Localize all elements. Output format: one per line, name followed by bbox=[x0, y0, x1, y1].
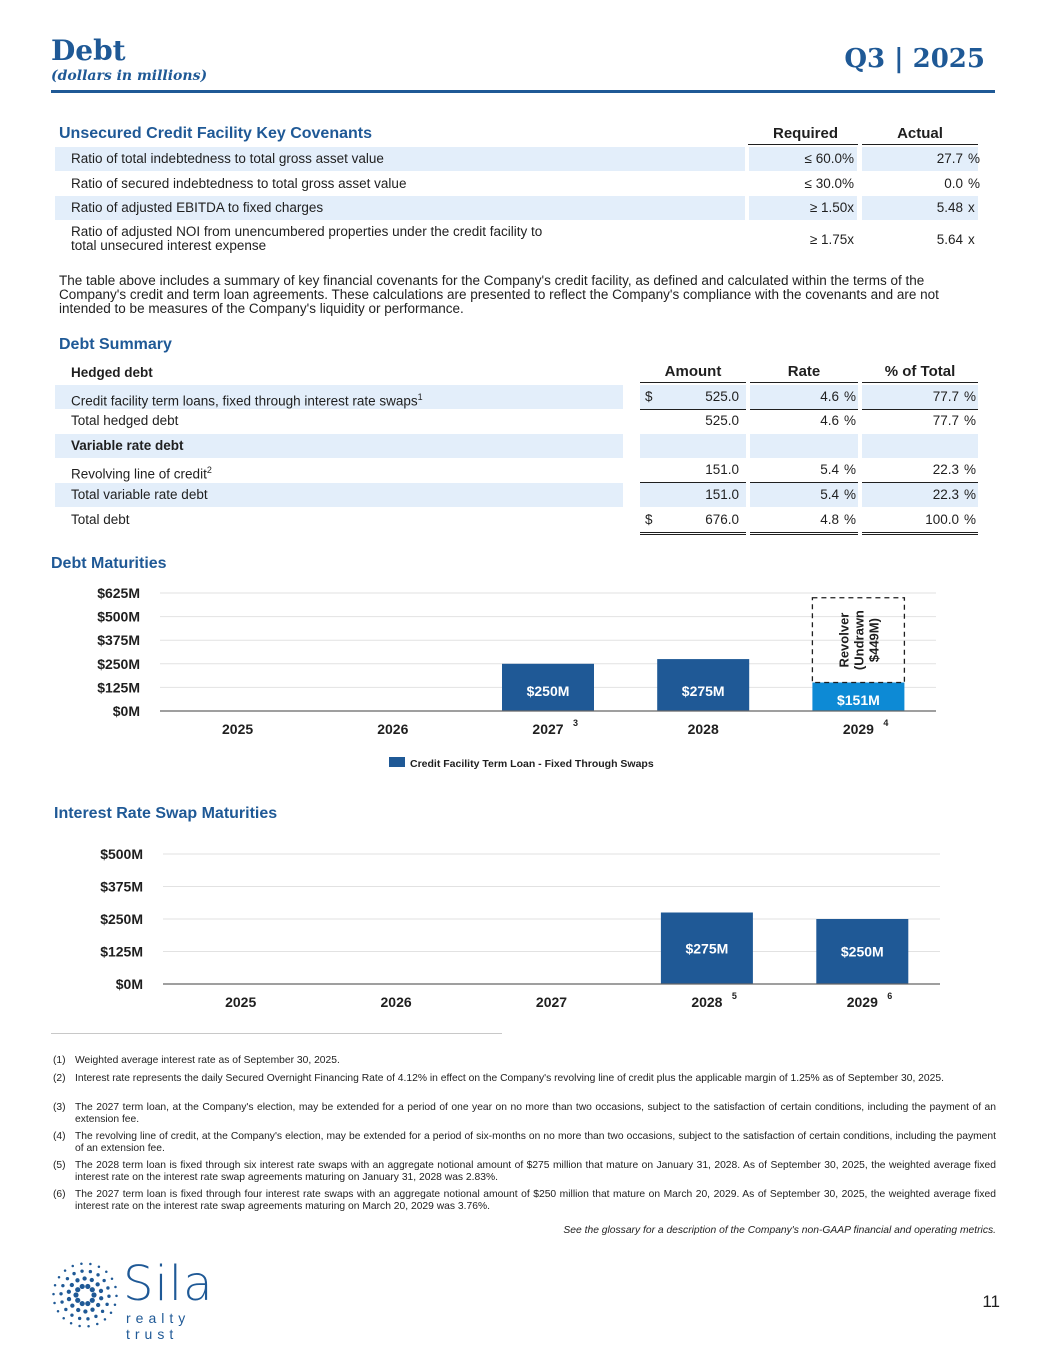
covenant-row bbox=[0, 147, 1055, 171]
debt-label bbox=[71, 434, 184, 458]
logo-dot bbox=[53, 1302, 56, 1305]
x-tick-superscript: 3 bbox=[573, 718, 579, 728]
debt-rate-cell bbox=[750, 409, 858, 433]
debt-pct: 77.7 bbox=[932, 389, 959, 404]
logo-dot bbox=[70, 1322, 73, 1325]
bar-label: $250M bbox=[840, 943, 884, 960]
logo-dot bbox=[80, 1301, 85, 1306]
covenant-actual: 27.7 bbox=[936, 151, 963, 166]
debt-label bbox=[71, 508, 130, 532]
undrawn-label bbox=[836, 610, 881, 670]
logo-dot bbox=[99, 1289, 103, 1293]
debt-label-text: Revolving line of credit bbox=[71, 466, 207, 482]
logo-dot bbox=[89, 1270, 92, 1273]
covenant-actual: 5.48 bbox=[936, 200, 963, 215]
logo-dot bbox=[105, 1271, 108, 1274]
covenant-required: ≤ 60.0% bbox=[804, 151, 854, 166]
x-tick-superscript: 4 bbox=[883, 718, 889, 728]
currency-sign: $ bbox=[645, 512, 653, 527]
debt-amount: 676.0 bbox=[705, 512, 739, 527]
logo-dot bbox=[111, 1277, 114, 1280]
logo-dot bbox=[86, 1317, 89, 1320]
debt-row bbox=[0, 483, 1055, 507]
debt-amount-cell bbox=[640, 458, 746, 483]
logo-dot bbox=[66, 1277, 69, 1280]
logo-dot bbox=[90, 1278, 94, 1282]
pct-sign: % bbox=[843, 413, 856, 428]
logo-dot bbox=[87, 1325, 90, 1328]
debt-pct: 100.0 bbox=[925, 512, 959, 527]
x-tick-superscript: 6 bbox=[887, 991, 893, 1001]
debt-row bbox=[0, 361, 1055, 385]
y-tick-label: $500M bbox=[100, 846, 143, 862]
x-tick-label: 2027 bbox=[532, 721, 564, 737]
debt-amount-cell bbox=[640, 483, 746, 507]
x-tick-superscript: 5 bbox=[731, 991, 737, 1001]
undrawn-label-line: $449M) bbox=[866, 618, 882, 663]
logo-dot bbox=[57, 1310, 60, 1313]
logo-dot bbox=[80, 1284, 85, 1289]
logo-dot bbox=[70, 1283, 74, 1287]
debt-amount-cell bbox=[640, 508, 746, 535]
logo-dot bbox=[104, 1318, 107, 1321]
x-tick-label: 2025 bbox=[222, 721, 254, 737]
header-rule bbox=[51, 90, 995, 93]
footnote-ref: 1 bbox=[417, 392, 423, 402]
debt-pct: 22.3 bbox=[932, 462, 959, 477]
logo-dot bbox=[72, 1272, 75, 1275]
logo-dot bbox=[52, 1293, 55, 1296]
debt-rate: 5.4 bbox=[820, 462, 839, 477]
footnote-ref: 2 bbox=[206, 465, 212, 475]
x-tick-label: 2025 bbox=[225, 994, 257, 1010]
col-rate: Rate bbox=[750, 363, 858, 383]
logo-dot bbox=[85, 1301, 90, 1306]
currency-sign: $ bbox=[645, 389, 653, 404]
logo-dot bbox=[90, 1308, 94, 1312]
debt-row bbox=[0, 409, 1055, 433]
debt-pct-cell bbox=[862, 508, 978, 535]
y-tick-label: $500M bbox=[97, 608, 140, 625]
debt-label bbox=[71, 409, 178, 433]
covenant-actual: 5.64 bbox=[936, 232, 963, 247]
col-required: Required bbox=[748, 125, 858, 145]
footnote-number: (3) bbox=[53, 1102, 66, 1113]
pct-sign: % bbox=[963, 389, 976, 404]
bar-label: $275M bbox=[681, 683, 725, 699]
covenant-label: Ratio of adjusted EBITDA to fixed charges bbox=[71, 200, 324, 215]
page-number: 11 bbox=[982, 1292, 1000, 1311]
debt-row bbox=[0, 385, 1055, 409]
bar-label: $275M bbox=[685, 940, 729, 957]
debt-rate: 4.6 bbox=[820, 389, 839, 404]
logo-dot bbox=[90, 1298, 95, 1303]
covenant-required: ≤ 30.0% bbox=[804, 176, 854, 191]
logo-dot bbox=[61, 1284, 64, 1287]
debt-pct-cell bbox=[862, 458, 978, 483]
debt-amount-cell bbox=[640, 409, 746, 433]
logo-dot bbox=[89, 1263, 92, 1266]
logo-dot bbox=[76, 1308, 80, 1312]
footnote-text: The 2027 term loan is fixed through four interest rate swaps with an aggregate notional amount of $250 million that mature on March 20, 2029. As of September 30, 2025, the weighted average fixed interest rate on the interest rate swap agreements maturing on March 20, 2029 was 3.76%. bbox=[75, 1189, 996, 1212]
y-tick-label: $0M bbox=[112, 703, 140, 719]
x-tick-label: 2026 bbox=[380, 994, 412, 1010]
footnote-number: (4) bbox=[53, 1131, 66, 1142]
logo-dot bbox=[67, 1290, 71, 1294]
undrawn-label-line: (Undrawn bbox=[851, 610, 867, 671]
covenants-note: The table above includes a summary of key financial covenants for the Company's credit facility, as defined and calculated within the terms of the Company's credit and term loan agreements. These calculations are presented to reflect the Company's compliance with the covenants and are not intended to be measures of the Company's liquidity or performance. bbox=[59, 273, 939, 316]
footnote-text: Weighted average interest rate as of September 30, 2025. bbox=[75, 1055, 340, 1066]
footnote-number: (5) bbox=[53, 1160, 66, 1171]
covenant-row bbox=[0, 172, 1055, 196]
logo-dot bbox=[67, 1297, 71, 1301]
sunburst-logo-icon bbox=[50, 1262, 120, 1332]
covenant-required: ≥ 1.75x bbox=[809, 232, 854, 247]
logo-dot bbox=[62, 1317, 64, 1320]
row-shade-rate bbox=[750, 434, 858, 458]
logo-dot bbox=[64, 1308, 67, 1311]
page-title: Debt bbox=[51, 34, 126, 67]
logo-dot bbox=[58, 1276, 61, 1279]
covenant-unit: x bbox=[968, 200, 975, 215]
footnote-text: The revolving line of credit, at the Company's election, may be extended for a period of six-months on no more than two occasions, subject to the satisfaction of certain conditions, including the payment of an extension fee. bbox=[75, 1131, 996, 1154]
covenant-unit: x bbox=[968, 232, 975, 247]
pct-sign: % bbox=[843, 462, 856, 477]
debt-summary-title: Debt Summary bbox=[59, 336, 172, 353]
logo-dot bbox=[114, 1286, 117, 1289]
y-tick-label: $250M bbox=[100, 911, 143, 927]
logo-dot bbox=[70, 1303, 74, 1307]
debt-rate: 4.6 bbox=[820, 413, 839, 428]
page-subtitle: (dollars in millions) bbox=[51, 68, 208, 84]
y-tick-label: $375M bbox=[97, 632, 140, 649]
y-tick-label: $125M bbox=[100, 943, 143, 960]
debt-rate: 5.4 bbox=[820, 487, 839, 502]
pct-sign: % bbox=[843, 512, 856, 527]
debt-label-text: Hedged debt bbox=[71, 365, 153, 380]
covenant-required: ≥ 1.50x bbox=[809, 200, 854, 215]
footnote-text: The 2027 term loan, at the Company's election, may be extended for a period of one year on no more than two occasions, subject to the satisfaction of certain conditions, including the payment of an extension fee. bbox=[75, 1102, 996, 1125]
logo-dot bbox=[85, 1284, 90, 1289]
x-tick-label: 2026 bbox=[377, 721, 409, 737]
row-shade-amount bbox=[640, 434, 746, 458]
debt-label-text: Total variable rate debt bbox=[71, 487, 208, 502]
logo-dot bbox=[110, 1312, 113, 1315]
covenant-row bbox=[0, 222, 1055, 258]
logo-dot bbox=[75, 1278, 79, 1282]
logo-dot bbox=[90, 1287, 95, 1292]
debt-amount: 525.0 bbox=[705, 389, 739, 404]
debt-maturities-chart bbox=[0, 580, 1055, 780]
pct-sign: % bbox=[963, 413, 976, 428]
logo-dot bbox=[91, 1292, 96, 1297]
logo-dot bbox=[105, 1303, 108, 1306]
logo-dot bbox=[54, 1284, 57, 1287]
footnote-text: The 2028 term loan is fixed through six interest rate swaps with an aggregate notional amount of $275 million that mature on January 31, 2028. As of September 30, 2025, the weighted average fixed interest rate on the interest rate swap agreements maturing on January 31, 2028 was 2.83%. bbox=[75, 1160, 996, 1183]
debt-label-text: Credit facility term loans, fixed through interest rate swaps bbox=[71, 393, 418, 409]
debt-pct: 77.7 bbox=[932, 413, 959, 428]
y-tick-label: $625M bbox=[97, 585, 140, 601]
row-shade-pct bbox=[862, 434, 978, 458]
footnote-divider bbox=[51, 1033, 502, 1034]
footnote-number: (1) bbox=[53, 1055, 66, 1066]
logo-dot bbox=[75, 1287, 80, 1292]
footnote-number: (2) bbox=[53, 1073, 66, 1084]
y-tick-label: $125M bbox=[97, 679, 140, 696]
logo-dot bbox=[64, 1269, 67, 1272]
debt-rate-cell bbox=[750, 458, 858, 483]
logo-dot bbox=[114, 1303, 117, 1306]
debt-rate-cell bbox=[750, 508, 858, 535]
x-tick-label: 2029 bbox=[846, 994, 878, 1010]
covenant-label: Ratio of adjusted NOI from unencumbered properties under the credit facility to bbox=[71, 224, 543, 239]
logo-dot bbox=[80, 1262, 83, 1265]
logo-dot bbox=[107, 1295, 110, 1298]
debt-pct-cell bbox=[862, 385, 978, 410]
debt-pct: 22.3 bbox=[932, 487, 959, 502]
x-tick-label: 2027 bbox=[535, 994, 568, 1010]
covenant-unit: % bbox=[968, 151, 981, 166]
covenant-label: Ratio of secured indebtedness to total gross asset value bbox=[71, 176, 407, 191]
logo-dot bbox=[78, 1325, 81, 1328]
logo-dot bbox=[99, 1296, 103, 1300]
debt-amount: 151.0 bbox=[705, 487, 739, 502]
undrawn-label-line: Revolver bbox=[836, 612, 852, 668]
x-tick-label: 2028 bbox=[691, 994, 723, 1010]
debt-amount: 525.0 bbox=[705, 413, 739, 428]
pct-sign: % bbox=[843, 487, 856, 502]
logo-dot bbox=[95, 1282, 99, 1286]
covenant-label: total unsecured interest expense bbox=[71, 238, 267, 253]
y-tick-label: $250M bbox=[97, 655, 140, 672]
logo-dot bbox=[60, 1300, 63, 1303]
debt-label bbox=[71, 361, 153, 385]
swap-maturities-chart bbox=[0, 840, 1055, 1020]
pct-sign: % bbox=[963, 512, 976, 527]
x-tick-label: 2029 bbox=[842, 721, 874, 737]
logo-dot bbox=[94, 1315, 97, 1318]
bar-label: $250M bbox=[526, 683, 570, 699]
logo-dot bbox=[71, 1265, 74, 1268]
legend-swatch bbox=[389, 757, 405, 767]
debt-label-text: Total hedged debt bbox=[71, 413, 179, 428]
footnote-number: (6) bbox=[53, 1189, 66, 1200]
logo-dot bbox=[101, 1310, 104, 1313]
debt-amount: 151.0 bbox=[705, 462, 739, 477]
legend-label: Credit Facility Term Loan - Fixed Through Swaps bbox=[410, 758, 654, 770]
logo-dot bbox=[106, 1286, 109, 1289]
logo-dot bbox=[98, 1265, 101, 1268]
glossary-note: See the glossary for a description of the Company's non-GAAP financial and operating metrics. bbox=[563, 1225, 996, 1236]
debt-label-text: Total debt bbox=[71, 512, 130, 527]
debt-row bbox=[0, 508, 1055, 532]
logo-dot bbox=[59, 1292, 62, 1295]
debt-row bbox=[0, 458, 1055, 482]
logo-dot bbox=[73, 1292, 78, 1297]
logo-wordmark: Sila bbox=[123, 1256, 214, 1312]
covenant-actual: 0.0 bbox=[944, 176, 963, 191]
bar-label: $151M bbox=[836, 692, 880, 708]
logo-dot bbox=[70, 1313, 73, 1316]
footnote-text: Interest rate represents the daily Secured Overnight Financing Rate of 4.12% in effect on the Company's revolving line of credit plus the applicable margin of 1.25% as of September 30, 2025. bbox=[75, 1073, 944, 1084]
debt-rate-cell bbox=[750, 483, 858, 507]
logo-dot bbox=[80, 1269, 83, 1272]
sila-logo bbox=[50, 1256, 250, 1342]
logo-dot bbox=[96, 1323, 99, 1326]
logo-dot bbox=[96, 1273, 99, 1276]
pct-sign: % bbox=[963, 462, 976, 477]
debt-maturities-title: Debt Maturities bbox=[51, 555, 167, 572]
logo-dot bbox=[102, 1279, 105, 1282]
col-pct: % of Total bbox=[862, 363, 978, 383]
debt-row bbox=[0, 434, 1055, 458]
logo-dot bbox=[83, 1309, 87, 1313]
y-tick-label: $0M bbox=[115, 976, 143, 992]
col-actual: Actual bbox=[862, 125, 978, 145]
logo-dot bbox=[82, 1276, 86, 1280]
debt-label-text: Variable rate debt bbox=[71, 438, 184, 453]
logo-dot bbox=[78, 1317, 81, 1320]
debt-pct-cell bbox=[862, 483, 978, 507]
covenant-label: Ratio of total indebtedness to total gross asset value bbox=[71, 151, 384, 166]
debt-amount-cell bbox=[640, 385, 746, 410]
debt-rate: 4.8 bbox=[820, 512, 839, 527]
covenants-title: Unsecured Credit Facility Key Covenants bbox=[59, 125, 372, 142]
swap-maturities-title: Interest Rate Swap Maturities bbox=[54, 805, 278, 822]
covenant-unit: % bbox=[968, 176, 981, 191]
x-tick-label: 2028 bbox=[687, 721, 719, 737]
y-tick-label: $375M bbox=[100, 878, 143, 895]
logo-tagline: realty trust bbox=[126, 1310, 191, 1342]
debt-rate-cell bbox=[750, 385, 858, 410]
debt-label bbox=[71, 483, 208, 507]
logo-dot bbox=[96, 1303, 100, 1307]
col-amount: Amount bbox=[640, 363, 746, 383]
logo-dot bbox=[115, 1295, 118, 1298]
debt-pct-cell bbox=[862, 409, 978, 433]
logo-dot bbox=[75, 1298, 80, 1303]
pct-sign: % bbox=[963, 487, 976, 502]
pct-sign: % bbox=[843, 389, 856, 404]
quarter-label: Q3 | 2025 bbox=[844, 44, 985, 74]
covenant-row bbox=[0, 196, 1055, 220]
